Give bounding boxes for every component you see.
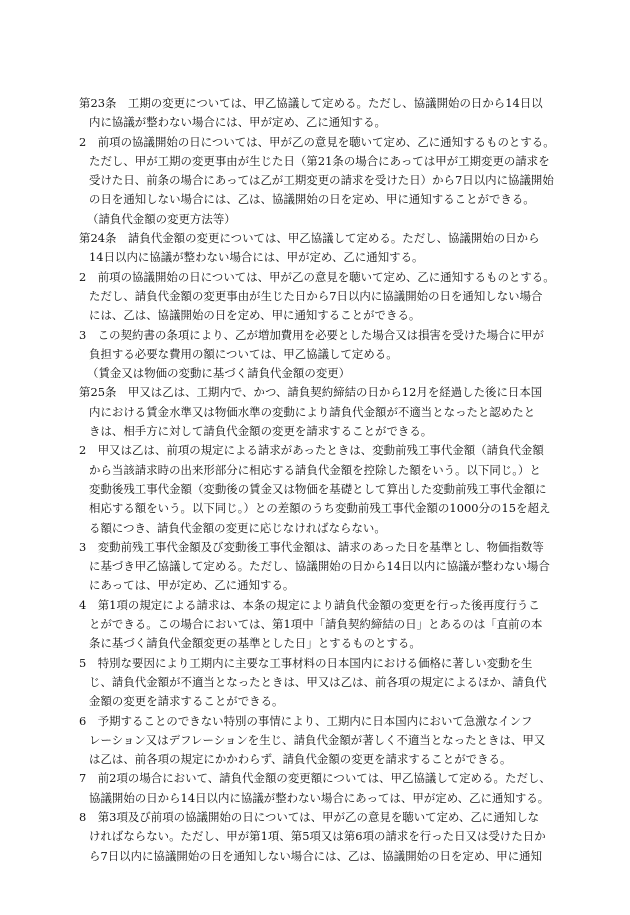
article-23-para-2-line-4: の日を通知しない場合には、乙は、協議開始の日を定め、甲に通知することができる。 — [89, 192, 535, 207]
article-25-para-3-line-3: にあっては、甲が定め、乙に通知する。 — [89, 578, 295, 593]
article-25-line-3: きは、相手方に対して請負代金額の変更を請求することができる。 — [89, 424, 433, 439]
article-25-para-6-line-3: は乙は、前各項の規定にかかわらず、請負代金額の変更を請求することができる。 — [89, 752, 512, 767]
article-25-para-2-line-3: 変動後残工事代金額（変動後の賃金又は物価を基礎として算出した変動前残工事代金額に — [89, 481, 547, 496]
article-23-para-2-line-1: 2 前項の協議開始の日については、甲が乙の意見を聴いて定め、乙に通知するものとする。 — [79, 134, 555, 149]
article-25-para-8-line-3: ら7日以内に協議開始の日を通知しない場合には、乙は、協議開始の日を定め、甲に通知 — [89, 848, 543, 863]
article-23-para-2-line-3: 受けた日、前条の場合にあっては乙が工期変更の請求を受けた日）から7日以内に協議開始 — [89, 173, 554, 188]
article-25-para-5-line-3: 金額の変更を請求することができる。 — [89, 694, 284, 709]
article-25-para-3-line-2: に基づき甲乙協議して定める。ただし、協議開始の日から14日以内に協議が整わない場合 — [89, 559, 550, 574]
article-24-line-1: 第24条 請負代金額の変更については、甲乙協議して定める。ただし、協議開始の日から — [79, 231, 540, 246]
article-24-para-3-line-2: 負担する必要な費用の額については、甲乙協議して定める。 — [89, 346, 398, 361]
article-25-line-2: 内における賃金水準又は物価水準の変動により請負代金額が不適当となったと認めたと — [89, 404, 536, 419]
article-25-para-8-line-1: 8 第3項及び前項の協議開始の日については、甲が乙の意見を聴いて定め、乙に通知しな — [79, 809, 540, 824]
article-25-heading: （賃金又は物価の変動に基づく請負代金額の変更） — [87, 366, 351, 381]
article-24-para-2-line-3: には、乙は、協議開始の日を定め、甲に通知することができる。 — [89, 308, 421, 323]
article-23-para-2-line-2: ただし、甲が工期の変更事由が生じた日（第21条の場合にあっては甲が工期変更の請求を — [89, 153, 550, 168]
article-24-para-3-line-1: 3 この契約書の条項により、乙が増加費用を必要とした場合又は損害を受けた場合に甲が — [79, 327, 544, 342]
article-25-para-4-line-3: 条に基づく請負代金額変更の基準とした日」とするものとする。 — [89, 636, 421, 651]
article-25-para-2-line-4: 相応する額をいう。以下同じ。）との差額のうち変動前残工事代金額の1000分の15を超え — [89, 501, 551, 516]
article-25-line-1: 第25条 甲又は乙は、工期内で、かつ、請負契約締結の日から12月を経過した後に日本国 — [79, 385, 543, 400]
article-23-line-1: 第23条 工期の変更については、甲乙協議して定める。ただし、協議開始の日から14日以 — [79, 96, 543, 110]
article-25-para-3-line-1: 3 変動前残工事代金額及び変動後工事代金額は、請求のあった日を基準とし、物価指数等 — [79, 539, 544, 554]
article-24-heading: （請負代金額の変更方法等） — [87, 211, 236, 226]
article-25-para-6-line-2: レーション又はデフレーションを生じ、請負代金額が著しく不適当となったときは、甲又 — [89, 732, 546, 747]
article-25-para-2-line-1: 2 甲又は乙は、前項の規定による請求があったときは、変動前残工事代金額（請負代金額 — [79, 443, 544, 458]
article-25-para-4-line-2: とができる。この場合においては、第1項中「請負契約締結の日」とあるのは「直前の本 — [89, 617, 543, 632]
article-25-para-8-line-2: ければならない。ただし、甲が第1項、第5項又は第6項の請求を行った日又は受けた日か — [89, 829, 546, 844]
article-24-line-2: 14日以内に協議が整わない場合には、甲が定め、乙に通知する。 — [89, 250, 424, 265]
article-25-para-2-line-2: から当該請求時の出来形部分に相応する請負代金額を控除した額をいう。以下同じ。）と — [89, 462, 541, 477]
article-25-para-7-line-2: 協議開始の日から14日以内に協議が整わない場合にあっては、甲が定め、乙に通知する。 — [89, 790, 550, 805]
article-25-para-4-line-1: 4 第1項の規定による請求は、本条の規定により請負代金額の変更を行った後再度行うこ — [79, 597, 540, 612]
article-25-para-5-line-2: じ、請負代金額が不適当となったときは、甲又は乙は、前各項の規定によるほか、請負代 — [89, 674, 547, 689]
article-25-para-7-line-1: 7 前2項の場合において、請負代金額の変更額については、甲乙協議して定める。ただし、 — [79, 771, 551, 786]
article-25-para-6-line-1: 6 予期することのできない特別の事情により、工期内に日本国内において急激なインフ — [79, 713, 533, 728]
article-25-para-2-line-5: る額につき、請負代金額の変更に応じなければならない。 — [89, 520, 386, 535]
article-24-para-2-line-2: ただし、請負代金額の変更事由が生じた日から7日以内に協議開始の日を通知しない場合 — [89, 288, 543, 303]
article-25-para-5-line-1: 5 特別な要因により工期内に主要な工事材料の日本国内における価格に著しい変動を生 — [79, 655, 533, 670]
article-24-para-2-line-1: 2 前項の協議開始の日については、甲が乙の意見を聴いて定め、乙に通知するものとする。 — [79, 269, 555, 284]
article-23-line-2: 内に協議が整わない場合には、甲が定め、乙に通知する。 — [89, 115, 387, 130]
